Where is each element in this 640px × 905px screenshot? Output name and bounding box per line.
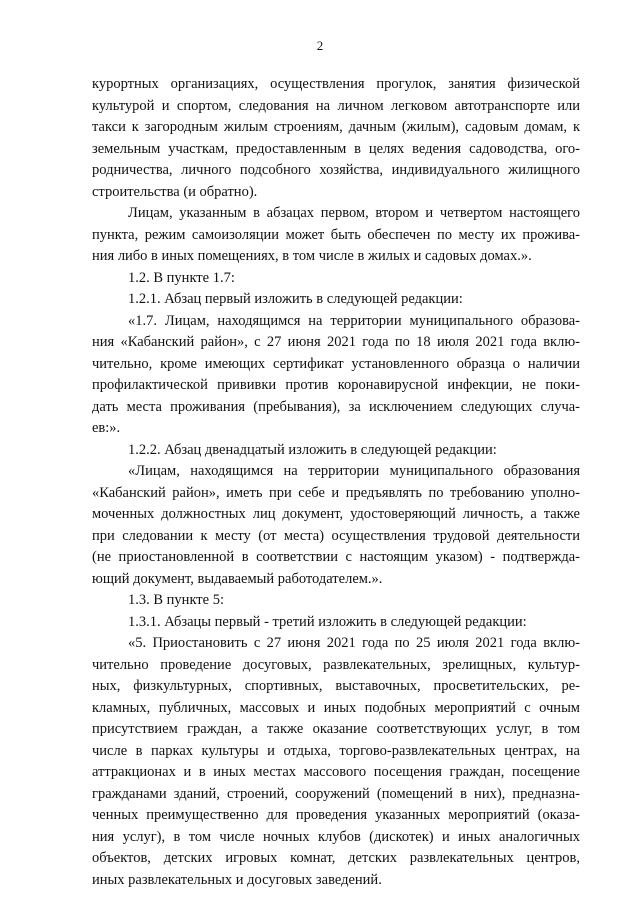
text-line: ев:». [92, 420, 121, 436]
text-line: аттракционах и в иных местах массового посещения граждан, посещение [92, 764, 580, 780]
text-line: профилактической прививки против коронавирусной инфекции, не поки- [92, 377, 580, 393]
text-line: Лицам, указанным в абзацах первом, втором и четвертом настоящего [128, 205, 580, 221]
text-line: «1.7. Лицам, находящимся на территории муниципального образова- [128, 312, 580, 329]
text-line: (не приостановленной в соответствии с настоящим указом) - подтвержда- [92, 549, 580, 565]
text-line: присутствием граждан, а также оказание соответствующих услуг, в том [92, 721, 580, 737]
page-number: 2 [316, 38, 324, 53]
text-line: курортных организациях, осуществления прогулок, занятия физической [92, 76, 580, 92]
text-line: «Лицам, находящимся на территории муниципального образования [128, 463, 580, 479]
text-line: 1.2.1. Абзац первый изложить в следующей редакции: [128, 291, 463, 307]
text-line: такси к загородным жилым строениям, дачным (жилым), садовым домам, к [92, 119, 580, 135]
text-line: при следовании к месту (от места) осуществления трудовой деятельности [92, 527, 580, 544]
text-line: объектов, детских игровых комнат, детских развлекательных центров, [92, 850, 580, 866]
text-line: ния «Кабанский район», с 27 июня 2021 года по 18 июля 2021 года вклю- [92, 334, 580, 350]
text-line: 1.2.2. Абзац двенадцатый изложить в следующей редакции: [128, 441, 497, 458]
text-line: гражданами зданий, строений, сооружений (помещений в них), предназна- [92, 785, 580, 802]
text-line: ченных преимущественно для проведения указанных мероприятий (оказа- [92, 807, 580, 823]
text-line: 1.3. В пункте 5: [128, 592, 224, 608]
text-line: ния услуг), в том числе ночных клубов (дискотек) и иных аналогичных [92, 828, 580, 845]
text-line: ния либо в иных помещениях, в том числе в жилых и садовых домах.». [92, 248, 532, 264]
text-line: ющий документ, выдаваемый работодателем.». [92, 570, 383, 587]
text-line: дать места проживания (пребывания), за исключением следующих случа- [92, 398, 580, 415]
text-line: моченных должностных лиц документ, удостоверяющий личность, а также [92, 506, 580, 522]
text-line: культурой и спортом, следования на личном легковом автотранспорте или [92, 97, 580, 114]
text-line: числе в парках культуры и отдыха, торгово-развлекательных центрах, на [92, 742, 580, 759]
text-line: пункта, режим самоизоляции может быть обеспечен по месту их прожива- [92, 226, 580, 243]
text-line: «Кабанский район», иметь при себе и предъявлять по требованию уполно- [92, 484, 580, 501]
text-line: чительно, кроме имеющих сертификат установленного образца о наличии [92, 355, 580, 372]
text-line: земельным участкам, предоставленным в целях ведения садоводства, ого- [92, 140, 580, 157]
text-line: иных развлекательных и досуговых заведений. [92, 871, 382, 888]
text-line: ных, физкультурных, спортивных, выставочных, просветительских, ре- [92, 678, 580, 694]
text-line: строительства (и обратно). [92, 183, 258, 200]
text-line: «5. Приостановить с 27 июня 2021 года по 25 июля 2021 года вклю- [128, 635, 580, 651]
text-line: чительно проведение досуговых, развлекательных, зрелищных, культур- [92, 656, 580, 673]
text-line: родничества, личного подсобного хозяйства, индивидуального жилищного [92, 162, 580, 178]
text-line: кламных, публичных, массовых и иных подобных мероприятий с очным [92, 699, 580, 716]
text-line: 1.3.1. Абзацы первый - третий изложить в следующей редакции: [128, 613, 527, 630]
text-line: 1.2. В пункте 1.7: [128, 269, 235, 286]
document-body [92, 74, 580, 891]
